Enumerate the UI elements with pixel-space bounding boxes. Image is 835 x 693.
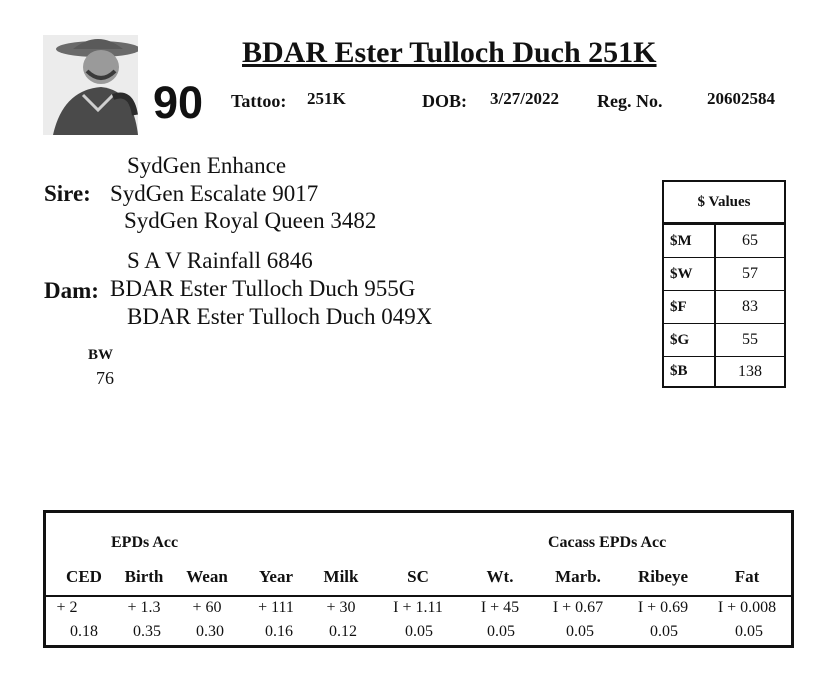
epd-value: + 60 (192, 599, 222, 616)
dam-sire-name: S A V Rainfall 6846 (127, 248, 313, 273)
bw-label: BW (88, 347, 114, 363)
epd-value: + 2 (56, 599, 78, 616)
accuracy-value: 0.16 (265, 623, 293, 640)
epd-value: I + 45 (480, 599, 520, 616)
column-header: Wt. (486, 567, 514, 586)
value-key: $G (664, 324, 716, 356)
epd-value: I + 0.008 (717, 599, 777, 616)
tattoo-value: 251K (307, 89, 346, 108)
value-number: 83 (742, 298, 758, 315)
epd-group-label: EPDs Acc (111, 534, 179, 551)
cowboy-portrait-icon (43, 35, 138, 135)
dob-value: 3/27/2022 (490, 89, 559, 108)
dam-label: Dam: (44, 278, 99, 303)
bw-value: 76 (96, 368, 114, 388)
table-row (664, 290, 784, 323)
dam-dam-name: BDAR Ester Tulloch Duch 049X (127, 304, 433, 329)
dollar-values-title: $ Values (664, 182, 784, 224)
accuracy-value: 0.30 (196, 623, 224, 640)
dam-name: BDAR Ester Tulloch Duch 955G (110, 276, 416, 301)
column-header: Birth (124, 567, 164, 586)
animal-name-title: BDAR Ester Tulloch Duch 251K (242, 36, 657, 69)
accuracy-value: 0.12 (329, 623, 357, 640)
value-number: 55 (742, 331, 758, 348)
epd-value: I + 0.67 (552, 599, 604, 616)
column-header: Ribeye (637, 567, 689, 586)
value-number: 57 (742, 265, 758, 282)
lot-number: 90 (153, 77, 204, 128)
column-header: SC (407, 567, 429, 586)
value-key: $W (664, 258, 716, 290)
epd-value: I + 1.11 (393, 599, 443, 616)
value-number: 65 (742, 232, 758, 249)
value-key: $M (664, 225, 716, 257)
sire-dam-name: SydGen Royal Queen 3482 (124, 208, 377, 233)
value-key: $F (664, 291, 716, 323)
dob-label: DOB: (422, 91, 467, 111)
column-header: Wean (186, 567, 228, 586)
accuracy-value: 0.05 (566, 623, 594, 640)
value-number: 138 (738, 362, 762, 380)
accuracy-value: 0.05 (735, 623, 763, 640)
epd-value: + 1.3 (127, 599, 161, 616)
accuracy-value: 0.05 (405, 623, 433, 640)
column-header: CED (66, 567, 102, 586)
tattoo-label: Tattoo: (231, 91, 287, 111)
sire-sire-name: SydGen Enhance (127, 153, 287, 178)
table-row (664, 356, 784, 386)
epd-value: + 111 (258, 599, 294, 616)
epd-value: I + 0.69 (637, 599, 689, 616)
epd-value: + 30 (326, 599, 356, 616)
carcass-epd-group-label: Cacass EPDs Acc (548, 534, 667, 551)
table-row (664, 257, 784, 290)
accuracy-value: 0.35 (133, 623, 161, 640)
column-header: Milk (323, 567, 359, 586)
sire-label: Sire: (44, 181, 91, 206)
accuracy-value: 0.05 (487, 623, 515, 640)
header-divider (46, 595, 791, 597)
reg-no-label: Reg. No. (597, 91, 663, 111)
dollar-values-table (662, 180, 786, 388)
column-header: Marb. (555, 567, 601, 586)
table-row (664, 224, 784, 257)
sire-name: SydGen Escalate 9017 (110, 181, 319, 206)
epd-table (43, 510, 794, 648)
column-header: Year (259, 567, 293, 586)
accuracy-value: 0.18 (70, 623, 98, 640)
reg-no-value: 20602584 (707, 89, 775, 108)
accuracy-value: 0.05 (650, 623, 678, 640)
table-row (664, 323, 784, 356)
value-key: $B (664, 357, 716, 386)
column-header: Fat (734, 567, 760, 586)
